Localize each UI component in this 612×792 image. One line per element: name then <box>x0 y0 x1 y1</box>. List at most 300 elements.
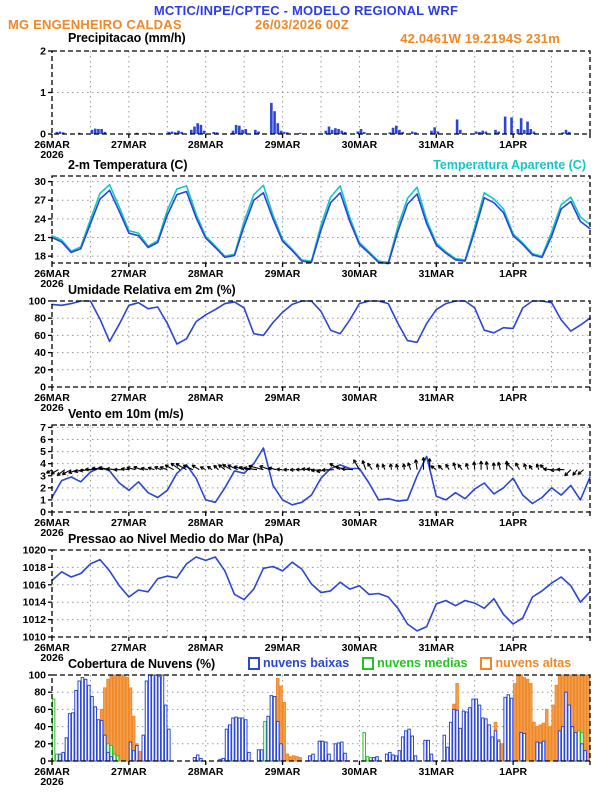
cloud-bar-nuvens-medias <box>363 733 366 761</box>
cloud-bar-nuvens-baixas <box>334 744 337 761</box>
wind-vector-arrow <box>498 462 501 470</box>
precip-bar <box>520 118 523 134</box>
cloud-bar-nuvens-altas <box>533 722 536 761</box>
wind-vector-arrow <box>453 463 456 470</box>
cloud-bar-nuvens-baixas <box>558 731 561 761</box>
x-tick-label: 28MAR <box>187 766 224 778</box>
y-tick-label: 6 <box>40 434 46 446</box>
panel-temperatura <box>34 176 590 290</box>
precip-bar <box>97 129 100 134</box>
x-axis-year-label: 2026 <box>40 402 64 414</box>
x-tick-label: 27MAR <box>111 392 147 404</box>
cloud-bar-nuvens-baixas <box>270 696 273 761</box>
x-axis-year-label: 2026 <box>40 652 64 664</box>
wind-vector-arrow <box>431 466 437 470</box>
x-tick-label: 29MAR <box>264 139 301 151</box>
x-tick-label: 30MAR <box>341 517 378 529</box>
x-tick-label: 31MAR <box>418 268 455 280</box>
x-tick-label: 28MAR <box>187 392 224 404</box>
y-tick-label: 1014 <box>22 596 46 609</box>
precip-bar <box>510 117 513 134</box>
cloud-bar-nuvens-altas <box>517 675 520 761</box>
precip-bar <box>196 123 199 134</box>
cloud-bar-nuvens-baixas <box>238 718 241 761</box>
cloud-bar-nuvens-baixas <box>392 755 395 761</box>
cloud-bar-nuvens-medias <box>113 754 116 761</box>
y-tick-label: 60 <box>34 329 46 342</box>
run-date: 26/03/2026 00Z <box>255 17 349 32</box>
cloud-bar-nuvens-medias <box>578 731 581 761</box>
precip-bar <box>203 131 206 134</box>
cloud-bar-nuvens-altas <box>126 678 129 761</box>
wind-vector-arrow <box>192 465 199 470</box>
wind-vector-arrow <box>362 460 366 469</box>
x-tick-label: 26MAR <box>34 392 70 404</box>
panel-precipitacao <box>34 46 590 162</box>
x-axis-year-label: 2026 <box>40 776 64 788</box>
precip-bar <box>283 132 286 134</box>
panel-title-pressure: Pressao ao Nivel Medio do Mar (hPa) <box>68 532 284 546</box>
x-tick-label: 1APR <box>499 766 528 778</box>
cloud-bar-nuvens-baixas <box>325 742 328 761</box>
cloud-bar-nuvens-baixas <box>161 675 164 761</box>
y-tick-label: 20 <box>34 738 46 751</box>
cloud-bar-nuvens-medias <box>56 754 59 761</box>
x-tick-label: 27MAR <box>111 642 147 654</box>
wind-vector-arrow <box>473 462 476 470</box>
station-coordinates: 42.0461W 19.2194S 231m <box>400 31 560 46</box>
cloud-bar-nuvens-baixas <box>155 675 158 761</box>
cloud-bar-nuvens-baixas <box>225 729 228 761</box>
y-tick-label: 1010 <box>22 631 46 644</box>
x-tick-label: 28MAR <box>187 517 224 529</box>
cloud-bar-nuvens-baixas <box>488 725 491 761</box>
cloud-bar-nuvens-altas <box>526 679 529 761</box>
y-tick-label: 7 <box>40 421 46 434</box>
cloud-bar-nuvens-baixas <box>405 731 408 761</box>
cloud-bar-nuvens-medias <box>264 721 267 761</box>
wind-vector-arrow <box>368 463 373 470</box>
cloud-bar-nuvens-baixas <box>88 685 91 761</box>
precip-bar <box>459 130 462 134</box>
y-tick-label: 80 <box>34 686 46 699</box>
wind-vector-arrow <box>277 468 283 471</box>
cloud-bar-nuvens-baixas <box>469 708 472 761</box>
precip-bar <box>456 119 459 134</box>
y-tick-label: 5 <box>40 446 46 459</box>
cloud-bar-nuvens-medias <box>116 756 119 761</box>
cloud-bar-nuvens-baixas <box>408 729 411 761</box>
cloud-bar-nuvens-baixas <box>145 681 148 761</box>
precip-bar <box>171 132 174 134</box>
x-axis-year-label: 2026 <box>40 149 64 161</box>
y-tick-label: 2 <box>40 45 46 58</box>
cloud-bar-nuvens-baixas <box>72 713 75 761</box>
cloud-bar-nuvens-baixas <box>568 705 571 761</box>
x-tick-label: 30MAR <box>341 766 378 778</box>
cloud-bar-nuvens-baixas <box>257 750 260 761</box>
x-tick-label: 30MAR <box>341 268 378 280</box>
y-tick-label: 100 <box>28 669 46 682</box>
precip-bar <box>193 127 196 134</box>
cloud-bar-nuvens-baixas <box>341 742 344 761</box>
cloud-bar-nuvens-baixas <box>520 733 523 761</box>
cloud-bar-nuvens-baixas <box>478 705 481 761</box>
x-tick-label: 1APR <box>499 642 528 654</box>
x-tick-label: 26MAR <box>34 766 70 778</box>
y-tick-label: 1 <box>40 494 46 507</box>
cloud-bar-nuvens-baixas <box>507 695 510 761</box>
cloud-bar-nuvens-baixas <box>542 741 545 761</box>
cloud-bar-nuvens-baixas <box>129 742 132 761</box>
wind-vector-arrow <box>148 467 155 470</box>
cloud-bar-nuvens-baixas <box>196 755 199 761</box>
cloud-bar-nuvens-baixas <box>414 756 417 761</box>
panel-title-precipitation: Precipitacao (mm/h) <box>68 31 186 45</box>
wind-vector-arrow <box>396 464 399 470</box>
x-tick-label: 27MAR <box>111 766 147 778</box>
x-tick-label: 30MAR <box>341 139 378 151</box>
y-tick-label: 27 <box>34 194 46 207</box>
precip-bar <box>395 126 398 134</box>
x-tick-label: 31MAR <box>418 766 455 778</box>
wind-vector-arrow <box>543 468 551 471</box>
cloud-bar-nuvens-baixas <box>491 737 494 761</box>
y-tick-label: 60 <box>34 703 46 716</box>
cloud-bar-nuvens-baixas <box>424 740 427 761</box>
panel-vento <box>34 422 590 539</box>
x-tick-label: 30MAR <box>341 392 378 404</box>
wind-vector-arrow <box>269 467 277 470</box>
panel-nuvens <box>28 670 590 789</box>
x-tick-label: 27MAR <box>111 517 147 529</box>
cloud-bar-nuvens-baixas <box>100 721 103 761</box>
cloud-bar-nuvens-baixas <box>222 758 225 761</box>
y-tick-label: 2 <box>40 482 46 495</box>
precip-bar <box>94 129 97 134</box>
cloud-bar-nuvens-baixas <box>584 751 587 761</box>
x-tick-label: 26MAR <box>34 642 70 654</box>
panel-frame <box>52 301 590 387</box>
cloud-bar-nuvens-altas <box>501 744 504 761</box>
x-tick-label: 29MAR <box>264 766 301 778</box>
cloud-bar-nuvens-baixas <box>523 733 526 761</box>
cloud-bar-nuvens-baixas <box>84 679 87 761</box>
cloud-bar-nuvens-altas <box>552 705 555 761</box>
precip-bar <box>526 122 529 134</box>
y-tick-label: 20 <box>34 364 46 377</box>
wind-vector-arrow <box>492 463 495 470</box>
precip-bar <box>328 127 331 134</box>
cloud-bar-nuvens-baixas <box>168 729 171 761</box>
cloud-bar-nuvens-baixas <box>485 719 488 761</box>
y-tick-label: 1 <box>40 87 46 99</box>
apparent-temperature-legend: Temperatura Aparente (C) <box>433 158 586 172</box>
cloud-bar-nuvens-baixas <box>446 747 449 761</box>
cloud-bar-nuvens-baixas <box>152 675 155 761</box>
wind-vector-arrow <box>516 463 520 470</box>
cloud-bar-nuvens-altas <box>513 684 516 761</box>
cloud-bar-nuvens-baixas <box>337 743 340 761</box>
cloud-bar-nuvens-altas <box>116 675 119 761</box>
cloud-bar-nuvens-baixas <box>235 717 238 761</box>
cloud-bar-nuvens-baixas <box>389 752 392 761</box>
precip-bar <box>331 130 334 134</box>
precip-bar <box>276 123 279 134</box>
precip-bar <box>238 126 241 134</box>
y-tick-label: 30 <box>34 176 46 189</box>
cloud-bar-nuvens-baixas <box>481 718 484 761</box>
low-clouds-label: nuvens baixas <box>263 656 350 670</box>
wind-vector-arrow <box>214 465 219 469</box>
cloud-bar-nuvens-baixas <box>472 699 475 761</box>
cloud-bar-nuvens-baixas <box>62 752 65 761</box>
cloud-bar-nuvens-baixas <box>462 711 465 761</box>
cloud-bar-nuvens-baixas <box>453 709 456 761</box>
cloud-bar-nuvens-baixas <box>571 727 574 761</box>
wind-vector-arrow <box>536 464 539 470</box>
cloud-bar-nuvens-baixas <box>232 718 235 761</box>
cloud-bar-nuvens-baixas <box>411 736 414 761</box>
cloud-bar-nuvens-baixas <box>574 733 577 761</box>
wind-vector-arrow <box>408 463 411 470</box>
cloud-bar-nuvens-baixas <box>241 718 244 761</box>
cloud-bar-nuvens-baixas <box>65 738 68 761</box>
cloud-bar-nuvens-baixas <box>81 678 84 761</box>
precip-bar <box>100 129 103 134</box>
cloud-bar-nuvens-altas <box>113 675 116 761</box>
cloud-bar-nuvens-altas <box>530 684 533 761</box>
precip-bar <box>517 129 520 134</box>
y-tick-label: 3 <box>40 470 46 483</box>
x-tick-label: 31MAR <box>418 139 455 151</box>
y-tick-label: 1012 <box>22 614 46 627</box>
panel-umidade <box>28 296 590 415</box>
precip-bar <box>91 130 94 134</box>
wind-vector-arrow <box>207 466 212 469</box>
precip-bar <box>411 132 414 134</box>
cloud-bar-nuvens-altas <box>120 675 123 761</box>
panel-title-clouds: Cobertura de Nuvens (%) <box>68 657 216 671</box>
x-tick-label: 28MAR <box>187 268 224 280</box>
x-tick-label: 27MAR <box>111 268 147 280</box>
wind-vector-arrow <box>382 464 385 470</box>
wind-vector-arrow <box>438 465 443 470</box>
cloud-bar-nuvens-baixas <box>309 756 312 761</box>
cloud-bar-nuvens-baixas <box>75 690 78 761</box>
precip-bar <box>334 128 337 134</box>
wind-vector-arrow <box>296 468 302 471</box>
x-tick-label: 28MAR <box>187 642 224 654</box>
cloud-bar-nuvens-baixas <box>456 710 459 761</box>
y-tick-label: 1016 <box>22 579 46 592</box>
cloud-bar-nuvens-baixas <box>536 742 539 761</box>
cloud-bar-nuvens-baixas <box>565 692 568 761</box>
precip-bar <box>523 130 526 134</box>
x-axis-year-label: 2026 <box>40 278 64 290</box>
cloud-bar-nuvens-baixas <box>539 743 542 761</box>
wind-vector-arrow <box>485 461 488 469</box>
cloud-bar-nuvens-baixas <box>142 735 145 761</box>
x-tick-label: 29MAR <box>264 517 301 529</box>
precip-bar <box>363 132 366 134</box>
wind-vector-arrow <box>389 464 392 470</box>
high-clouds-label: nuvens altas <box>495 656 572 670</box>
cloud-bar-nuvens-baixas <box>401 737 404 761</box>
cloud-bar-nuvens-altas <box>283 703 286 761</box>
cloud-bar-nuvens-baixas <box>91 697 94 762</box>
cloud-bar-nuvens-baixas <box>321 741 324 761</box>
wind-vector-arrow <box>415 460 418 470</box>
precip-bar <box>200 125 203 134</box>
y-tick-label: 0 <box>40 755 46 768</box>
cloud-bar-nuvens-altas <box>286 754 289 761</box>
cloud-bar-nuvens-altas <box>584 675 587 761</box>
cloud-bar-nuvens-baixas <box>136 746 139 761</box>
cloud-bar-nuvens-baixas <box>497 741 500 761</box>
cloud-bar-nuvens-baixas <box>465 712 468 761</box>
y-tick-label: 0 <box>40 128 46 141</box>
cloud-bar-nuvens-baixas <box>59 754 62 761</box>
y-tick-label: 40 <box>34 721 46 734</box>
wind-vector-arrow <box>578 470 584 475</box>
cloud-bar-nuvens-baixas <box>104 735 107 761</box>
cloud-bar-nuvens-altas <box>139 752 142 761</box>
precip-bar <box>270 103 273 134</box>
wind-vector-arrow <box>402 464 405 470</box>
x-tick-label: 27MAR <box>111 139 147 151</box>
x-tick-label: 29MAR <box>264 392 301 404</box>
wind-vector-arrow <box>376 464 379 470</box>
cloud-bar-nuvens-baixas <box>459 728 462 761</box>
cloud-bar-nuvens-baixas <box>110 757 113 761</box>
x-tick-label: 1APR <box>499 517 528 529</box>
precip-bar <box>59 132 62 134</box>
cloud-bar-nuvens-altas <box>293 756 296 761</box>
cloud-bar-nuvens-baixas <box>280 744 283 761</box>
y-tick-label: 80 <box>34 312 46 325</box>
x-tick-label: 1APR <box>499 392 528 404</box>
wind-vector-arrow <box>480 461 483 470</box>
cloud-bar-nuvens-altas <box>546 709 549 761</box>
wind-vector-arrow <box>529 465 532 470</box>
cloud-bar-nuvens-baixas <box>344 753 347 761</box>
y-tick-label: 1018 <box>22 561 46 574</box>
cloud-bar-nuvens-baixas <box>562 727 565 761</box>
precip-bar <box>529 129 532 134</box>
x-tick-label: 26MAR <box>34 139 70 151</box>
model-title: MCTIC/INPE/CPTEC - MODELO REGIONAL WRF <box>153 3 459 18</box>
cloud-bar-nuvens-baixas <box>395 756 398 761</box>
x-tick-label: 29MAR <box>264 268 301 280</box>
cloud-bar-nuvens-altas <box>555 685 558 761</box>
cloud-bar-nuvens-baixas <box>385 754 388 761</box>
y-tick-label: 21 <box>34 232 46 245</box>
cloud-bar-nuvens-baixas <box>443 735 446 761</box>
precip-bar <box>299 133 302 134</box>
cloud-bar-nuvens-baixas <box>312 754 315 761</box>
cloud-bar-nuvens-medias <box>52 699 55 761</box>
y-tick-label: 18 <box>34 250 46 263</box>
wind-vector-arrow <box>290 468 295 471</box>
cloud-bar-nuvens-baixas <box>427 740 430 761</box>
wind-vector-arrow <box>200 467 205 470</box>
x-tick-label: 29MAR <box>264 642 301 654</box>
cloud-bar-nuvens-baixas <box>148 675 151 761</box>
wind-vector-arrow <box>565 470 571 476</box>
y-tick-label: 24 <box>34 213 46 226</box>
x-tick-label: 1APR <box>499 139 528 151</box>
y-tick-label: 1020 <box>22 544 46 557</box>
precip-bar <box>475 132 478 134</box>
y-tick-label: 0 <box>40 381 46 394</box>
cloud-bar-nuvens-baixas <box>581 744 584 761</box>
cloud-bar-nuvens-altas <box>123 675 126 761</box>
cloud-bar-nuvens-baixas <box>158 677 161 761</box>
x-tick-label: 1APR <box>499 268 528 280</box>
x-tick-label: 31MAR <box>418 642 455 654</box>
wind-vector-arrow <box>141 467 148 470</box>
cloud-bar-nuvens-baixas <box>504 697 507 761</box>
y-tick-label: 100 <box>28 295 46 308</box>
cloud-bar-nuvens-baixas <box>398 751 401 761</box>
mid-clouds-label: nuvens medias <box>377 656 468 670</box>
wind-vector-arrow <box>524 464 527 470</box>
precip-bar <box>360 129 363 134</box>
cloud-bar-nuvens-baixas <box>228 725 231 761</box>
precip-bar <box>273 111 276 134</box>
y-tick-label: 4 <box>40 458 46 471</box>
cloud-bar-nuvens-medias <box>366 757 369 761</box>
station-name: MG ENGENHEIRO CALDAS <box>8 17 182 32</box>
precip-bar <box>433 127 436 134</box>
cloud-bar-nuvens-baixas <box>510 698 513 761</box>
cloud-bar-nuvens-baixas <box>328 754 331 761</box>
wind-vector-arrow <box>458 464 462 469</box>
cloud-bar-nuvens-baixas <box>494 731 497 761</box>
cloud-bar-nuvens-baixas <box>475 699 478 761</box>
wind-vector-arrow <box>557 468 565 471</box>
panel-pressao <box>23 545 590 665</box>
panel-title-humidity: Umidade Relativa em 2m (%) <box>68 283 236 297</box>
x-tick-label: 31MAR <box>418 392 455 404</box>
panel-title-wind: Vento em 10m (m/s) <box>68 407 184 421</box>
precip-bar <box>244 129 247 134</box>
cloud-bar-nuvens-baixas <box>449 722 452 761</box>
cloud-bar-nuvens-baixas <box>430 754 433 761</box>
cloud-bar-nuvens-baixas <box>318 741 321 761</box>
precip-bar <box>337 129 340 134</box>
x-tick-label: 26MAR <box>34 268 70 280</box>
cloud-bar-nuvens-baixas <box>78 681 81 761</box>
wind-vector-arrow <box>283 468 289 471</box>
y-tick-label: 40 <box>34 347 46 360</box>
y-tick-label: 0 <box>40 506 46 519</box>
precip-bar <box>235 125 238 134</box>
x-tick-label: 26MAR <box>34 517 70 529</box>
cloud-bar-nuvens-baixas <box>273 697 276 762</box>
wind-vector-arrow <box>466 463 469 469</box>
precip-bar <box>392 128 395 134</box>
precip-bar <box>504 117 507 134</box>
x-axis-year-label: 2026 <box>40 527 64 539</box>
cloud-bar-nuvens-baixas <box>164 705 167 761</box>
wind-vector-arrow <box>47 470 53 474</box>
panel-title-temperature: 2-m Temperatura (C) <box>68 158 188 172</box>
x-tick-label: 28MAR <box>187 139 224 151</box>
cloud-bar-nuvens-baixas <box>244 720 247 761</box>
cloud-bar-nuvens-baixas <box>97 720 100 761</box>
